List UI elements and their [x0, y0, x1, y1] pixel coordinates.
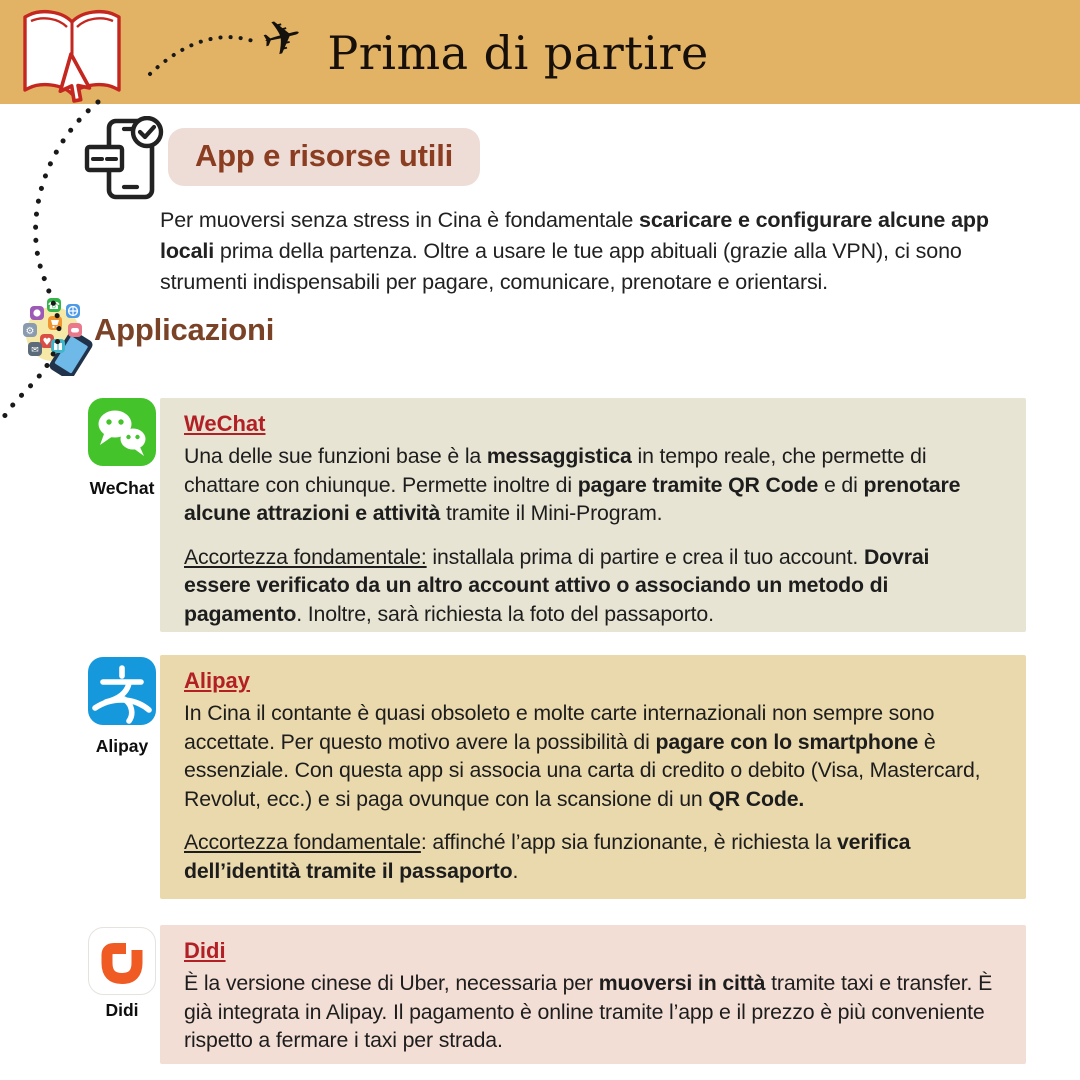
svg-text:✉: ✉	[31, 345, 39, 356]
wechat-card	[160, 398, 1026, 632]
smartphone-check-icon	[84, 116, 164, 206]
wechat-card-title[interactable]: WeChat	[184, 411, 266, 436]
section-badge-app-risorse: App e risorse utili	[168, 128, 480, 186]
app-cluster-icon	[20, 296, 96, 376]
airplane-icon: ✈	[255, 5, 309, 71]
alipay-paragraph-1: In Cina il contante è quasi obsoleto e molte carte internazionali non sempre sono accettate. Per questo motivo avere la possibilità di pagare con lo smartphone è essenziale. Con questa app si associa una carta di credito o debito (Visa, Mastercard, Revolut, ecc.) e si paga ovunque con la scansione di un QR Code.	[184, 701, 981, 811]
alipay-card	[160, 655, 1026, 899]
applications-heading: Applicazioni	[94, 312, 275, 347]
svg-text:♥: ♥	[42, 337, 52, 348]
wechat-paragraph-1: Una delle sue funzioni base è la messaggistica in tempo reale, che permette di chattare con chiunque. Permette inoltre di pagare tramite QR Code e di prenotare alcune attrazioni e attività tramite il Mini-Program.	[184, 444, 961, 525]
alipay-card-title[interactable]: Alipay	[184, 668, 251, 693]
book-cursor-icon	[14, 2, 132, 110]
wechat-icon-label: WeChat	[89, 478, 155, 498]
wechat-paragraph-2: Accortezza fondamentale: installala prima di partire e crea il tuo account. Dovrai essere verificato da un altro account attivo o associando un metodo di pagamento. Inoltre, sarà richiesta la foto del passaporto.	[184, 544, 930, 626]
wechat-app-icon	[88, 398, 156, 466]
svg-text:⚙: ⚙	[25, 326, 35, 337]
didi-paragraph-1: È la versione cinese di Uber, necessaria per muoversi in città tramite taxi e transfer. È già integrata in Alipay. Il pagamento è online tramite l’app e il prezzo è più conveniente rispetto a fermare i taxi per strada.	[184, 971, 993, 1052]
didi-app-icon	[88, 927, 156, 995]
didi-card	[160, 925, 1026, 1064]
didi-card-title[interactable]: Didi	[184, 938, 226, 963]
didi-icon-label: Didi	[105, 1000, 139, 1020]
alipay-app-icon	[88, 657, 156, 725]
alipay-paragraph-2: Accortezza fondamentale: affinché l’app sia funzionante, è richiesta la verifica dell’identità tramite il passaporto.	[184, 830, 911, 883]
svg-text:☎: ☎	[47, 301, 61, 312]
alipay-icon-label: Alipay	[95, 736, 149, 756]
intro-paragraph: Per muoversi senza stress in Cina è fondamentale scaricare e configurare alcune app locali prima della partenza. Oltre a usare le tue app abituali (grazie alla VPN), ci sono strumenti indispensabili per pagare, comunicare, prenotare e orientarsi.	[160, 208, 989, 294]
page-title: Prima di partire	[327, 26, 709, 80]
